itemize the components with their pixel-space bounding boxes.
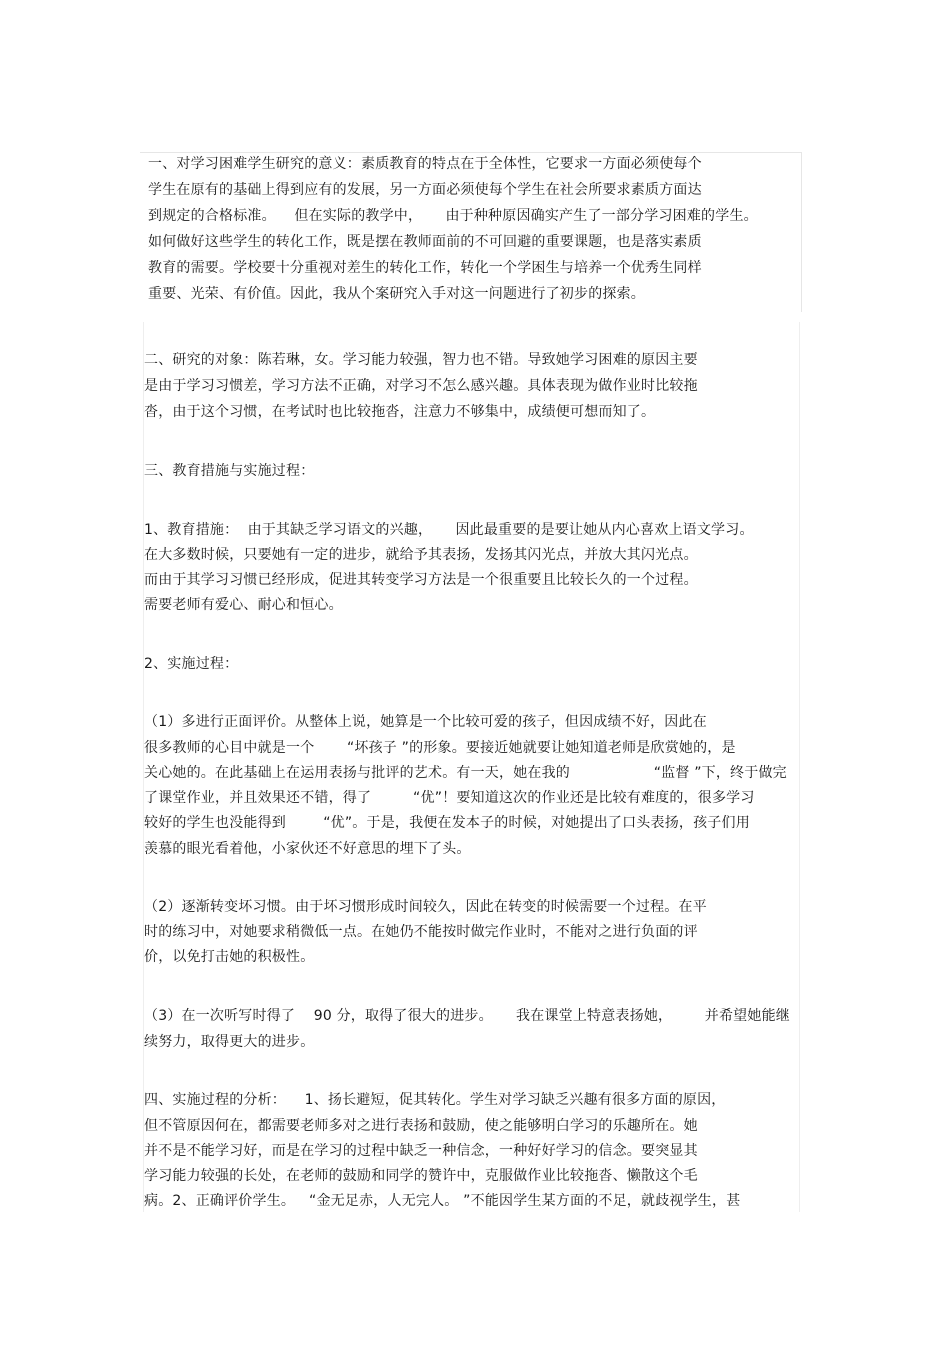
measures-line-3: 而由于其学习习惯已经形成，促进其转变学习方法是一个很重要且比较长久的一个过程。	[144, 572, 698, 588]
section2-line-3: 沓，由于这个习惯，在考试时也比较拖沓，注意力不够集中，成绩便可想而知了。	[144, 404, 656, 420]
step3-line-1: （3）在一次听写时得了 90 分，取得了很大的进步。 我在课堂上特意表扬她， 并希望她能继	[144, 1008, 790, 1024]
step1-line-2: 很多教师的心目中就是一个 “坏孩子 ”的形象。要接近她就要让她知道老师是欣赏她的，是	[144, 740, 736, 756]
section4-line-3: 并不是不能学习好，而是在学习的过程中缺乏一种信念，一种好好学习的信念。要突显其	[144, 1143, 698, 1159]
step1-line-1: （1）多进行正面评价。从整体上说，她算是一个比较可爱的孩子，但因成绩不好，因此在	[144, 714, 707, 730]
section4-line-1: 四、实施过程的分析： 1、扬长避短，促其转化。学生对学习缺乏兴趣有很多方面的原因，	[144, 1092, 726, 1108]
frame-right-rule-lower	[799, 322, 800, 1212]
step1-line-4: 了课堂作业，并且效果还不错，得了 “优”！要知道这次的作业还是比较有难度的，很多学习	[144, 790, 755, 806]
frame-right-rule	[801, 152, 802, 312]
section1-line-3: 到规定的合格标准。 但在实际的教学中， 由于种种原因确实产生了一部分学习困难的学生。	[148, 208, 758, 224]
section1-line-6: 重要、光荣、有价值。因此，我从个案研究入手对这一问题进行了初步的探索。	[148, 286, 645, 302]
measures-line-4: 需要老师有爱心、耐心和恒心。	[144, 597, 343, 613]
section4-line-2: 但不管原因何在，都需要老师多对之进行表扬和鼓励，使之能够明白学习的乐趣所在。她	[144, 1118, 698, 1134]
step3-line-2: 续努力，取得更大的进步。	[144, 1034, 315, 1050]
section3-heading: 三、教育措施与实施过程：	[144, 463, 315, 479]
section1-line-2: 学生在原有的基础上得到应有的发展，另一方面必须使每个学生在社会所要求素质方面达	[148, 182, 702, 198]
frame-top-rule	[140, 152, 802, 153]
step2-line-2: 时的练习中，对她要求稍微低一点。在她仍不能按时做完作业时，不能对之进行负面的评	[144, 924, 698, 940]
section4-line-4: 学习能力较强的长处，在老师的鼓励和同学的赞许中，克服做作业比较拖沓、懒散这个毛	[144, 1168, 698, 1184]
section1-line-1: 一、对学习困难学生研究的意义：素质教育的特点在于全体性，它要求一方面必须使每个	[148, 156, 702, 172]
section1-line-5: 教育的需要。学校要十分重视对差生的转化工作，转化一个学困生与培养一个优秀生同样	[148, 260, 702, 276]
measures-line-2: 在大多数时候，只要她有一定的进步，就给予其表扬，发扬其闪光点，并放大其闪光点。	[144, 547, 698, 563]
step1-line-5: 较好的学生也没能得到 “优”。于是，我便在发本子的时候，对她提出了口头表扬，孩子们用	[144, 815, 750, 831]
section2-line-2: 是由于学习习惯差，学习方法不正确，对学习不怎么感兴趣。具体表现为做作业时比较拖	[144, 378, 698, 394]
step1-line-3: 关心她的。在此基础上在运用表扬与批评的艺术。有一天，她在我的 “监督 ”下，终于做完	[144, 765, 787, 781]
step2-line-1: （2）逐渐转变坏习惯。由于坏习惯形成时间较久，因此在转变的时候需要一个过程。在平	[144, 899, 707, 915]
section4-line-5: 病。2、正确评价学生。 “金无足赤，人无完人。 ”不能因学生某方面的不足，就歧视学生，甚	[144, 1193, 741, 1209]
section2-line-1: 二、研究的对象：陈若琳，女。学习能力较强，智力也不错。导致她学习困难的原因主要	[144, 352, 698, 368]
measures-line-1: 1、教育措施： 由于其缺乏学习语文的兴趣， 因此最重要的是要让她从内心喜欢上语文学习。	[144, 522, 754, 538]
process-heading: 2、实施过程：	[144, 656, 239, 672]
section1-line-4: 如何做好这些学生的转化工作，既是摆在教师面前的不可回避的重要课题，也是落实素质	[148, 234, 702, 250]
step1-line-6: 羡慕的眼光看着他，小家伙还不好意思的埋下了头。	[144, 841, 471, 857]
step2-line-3: 价，以免打击她的积极性。	[144, 949, 315, 965]
